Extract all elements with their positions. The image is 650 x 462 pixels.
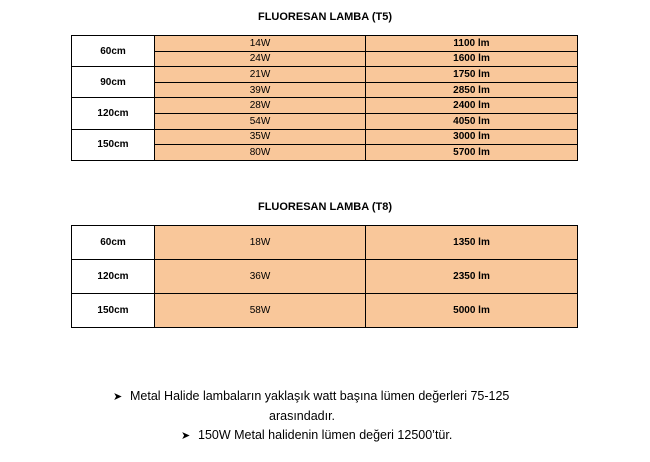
watt-cell: 24W — [155, 51, 366, 67]
arrow-bullet-icon: ➤ — [181, 430, 191, 442]
note-continuation: arasındadır. — [269, 409, 336, 423]
size-cell: 90cm — [72, 67, 155, 98]
lumen-cell: 3000 lm — [366, 129, 578, 145]
size-cell: 120cm — [72, 98, 155, 129]
table-row — [72, 67, 578, 83]
table-row — [72, 226, 578, 260]
table-row — [72, 294, 578, 328]
lumen-cell: 1750 lm — [366, 67, 578, 83]
watt-cell: 58W — [155, 294, 366, 328]
t8-title: FLUORESAN LAMBA (T8) — [257, 201, 393, 213]
lumen-cell: 5000 lm — [366, 294, 578, 328]
lumen-cell: 2350 lm — [366, 260, 578, 294]
lumen-cell: 5700 lm — [366, 145, 578, 161]
watt-cell: 21W — [155, 67, 366, 83]
t5-table — [71, 35, 578, 161]
table-row — [72, 260, 578, 294]
watt-cell: 14W — [155, 36, 366, 52]
table-row — [72, 129, 578, 145]
t8-table — [71, 225, 578, 328]
lumen-cell: 2850 lm — [366, 82, 578, 98]
table-row — [72, 36, 578, 52]
size-cell: 120cm — [72, 260, 155, 294]
watt-cell: 28W — [155, 98, 366, 114]
watt-cell: 35W — [155, 129, 366, 145]
lumen-cell: 4050 lm — [366, 113, 578, 129]
list-item — [113, 387, 650, 407]
size-cell: 60cm — [72, 226, 155, 260]
size-cell: 150cm — [72, 129, 155, 160]
lumen-cell: 1350 lm — [366, 226, 578, 260]
arrow-bullet-icon: ➤ — [113, 391, 123, 403]
size-cell: 150cm — [72, 294, 155, 328]
lumen-cell: 1100 lm — [366, 36, 578, 52]
lumen-cell: 1600 lm — [366, 51, 578, 67]
note-text: Metal Halide lambaların yaklaşık watt başına lümen değerleri 75-125 — [130, 389, 510, 403]
watt-cell: 39W — [155, 82, 366, 98]
watt-cell: 36W — [155, 260, 366, 294]
watt-cell: 18W — [155, 226, 366, 260]
lumen-cell: 2400 lm — [366, 98, 578, 114]
note-text: 150W Metal halidenin lümen değeri 12500’tür. — [198, 428, 453, 442]
watt-cell: 54W — [155, 113, 366, 129]
size-cell: 60cm — [72, 36, 155, 67]
table-row — [72, 98, 578, 114]
list-item — [181, 426, 650, 446]
t5-title: FLUORESAN LAMBA (T5) — [257, 11, 393, 23]
notes-list — [0, 387, 650, 446]
watt-cell: 80W — [155, 145, 366, 161]
